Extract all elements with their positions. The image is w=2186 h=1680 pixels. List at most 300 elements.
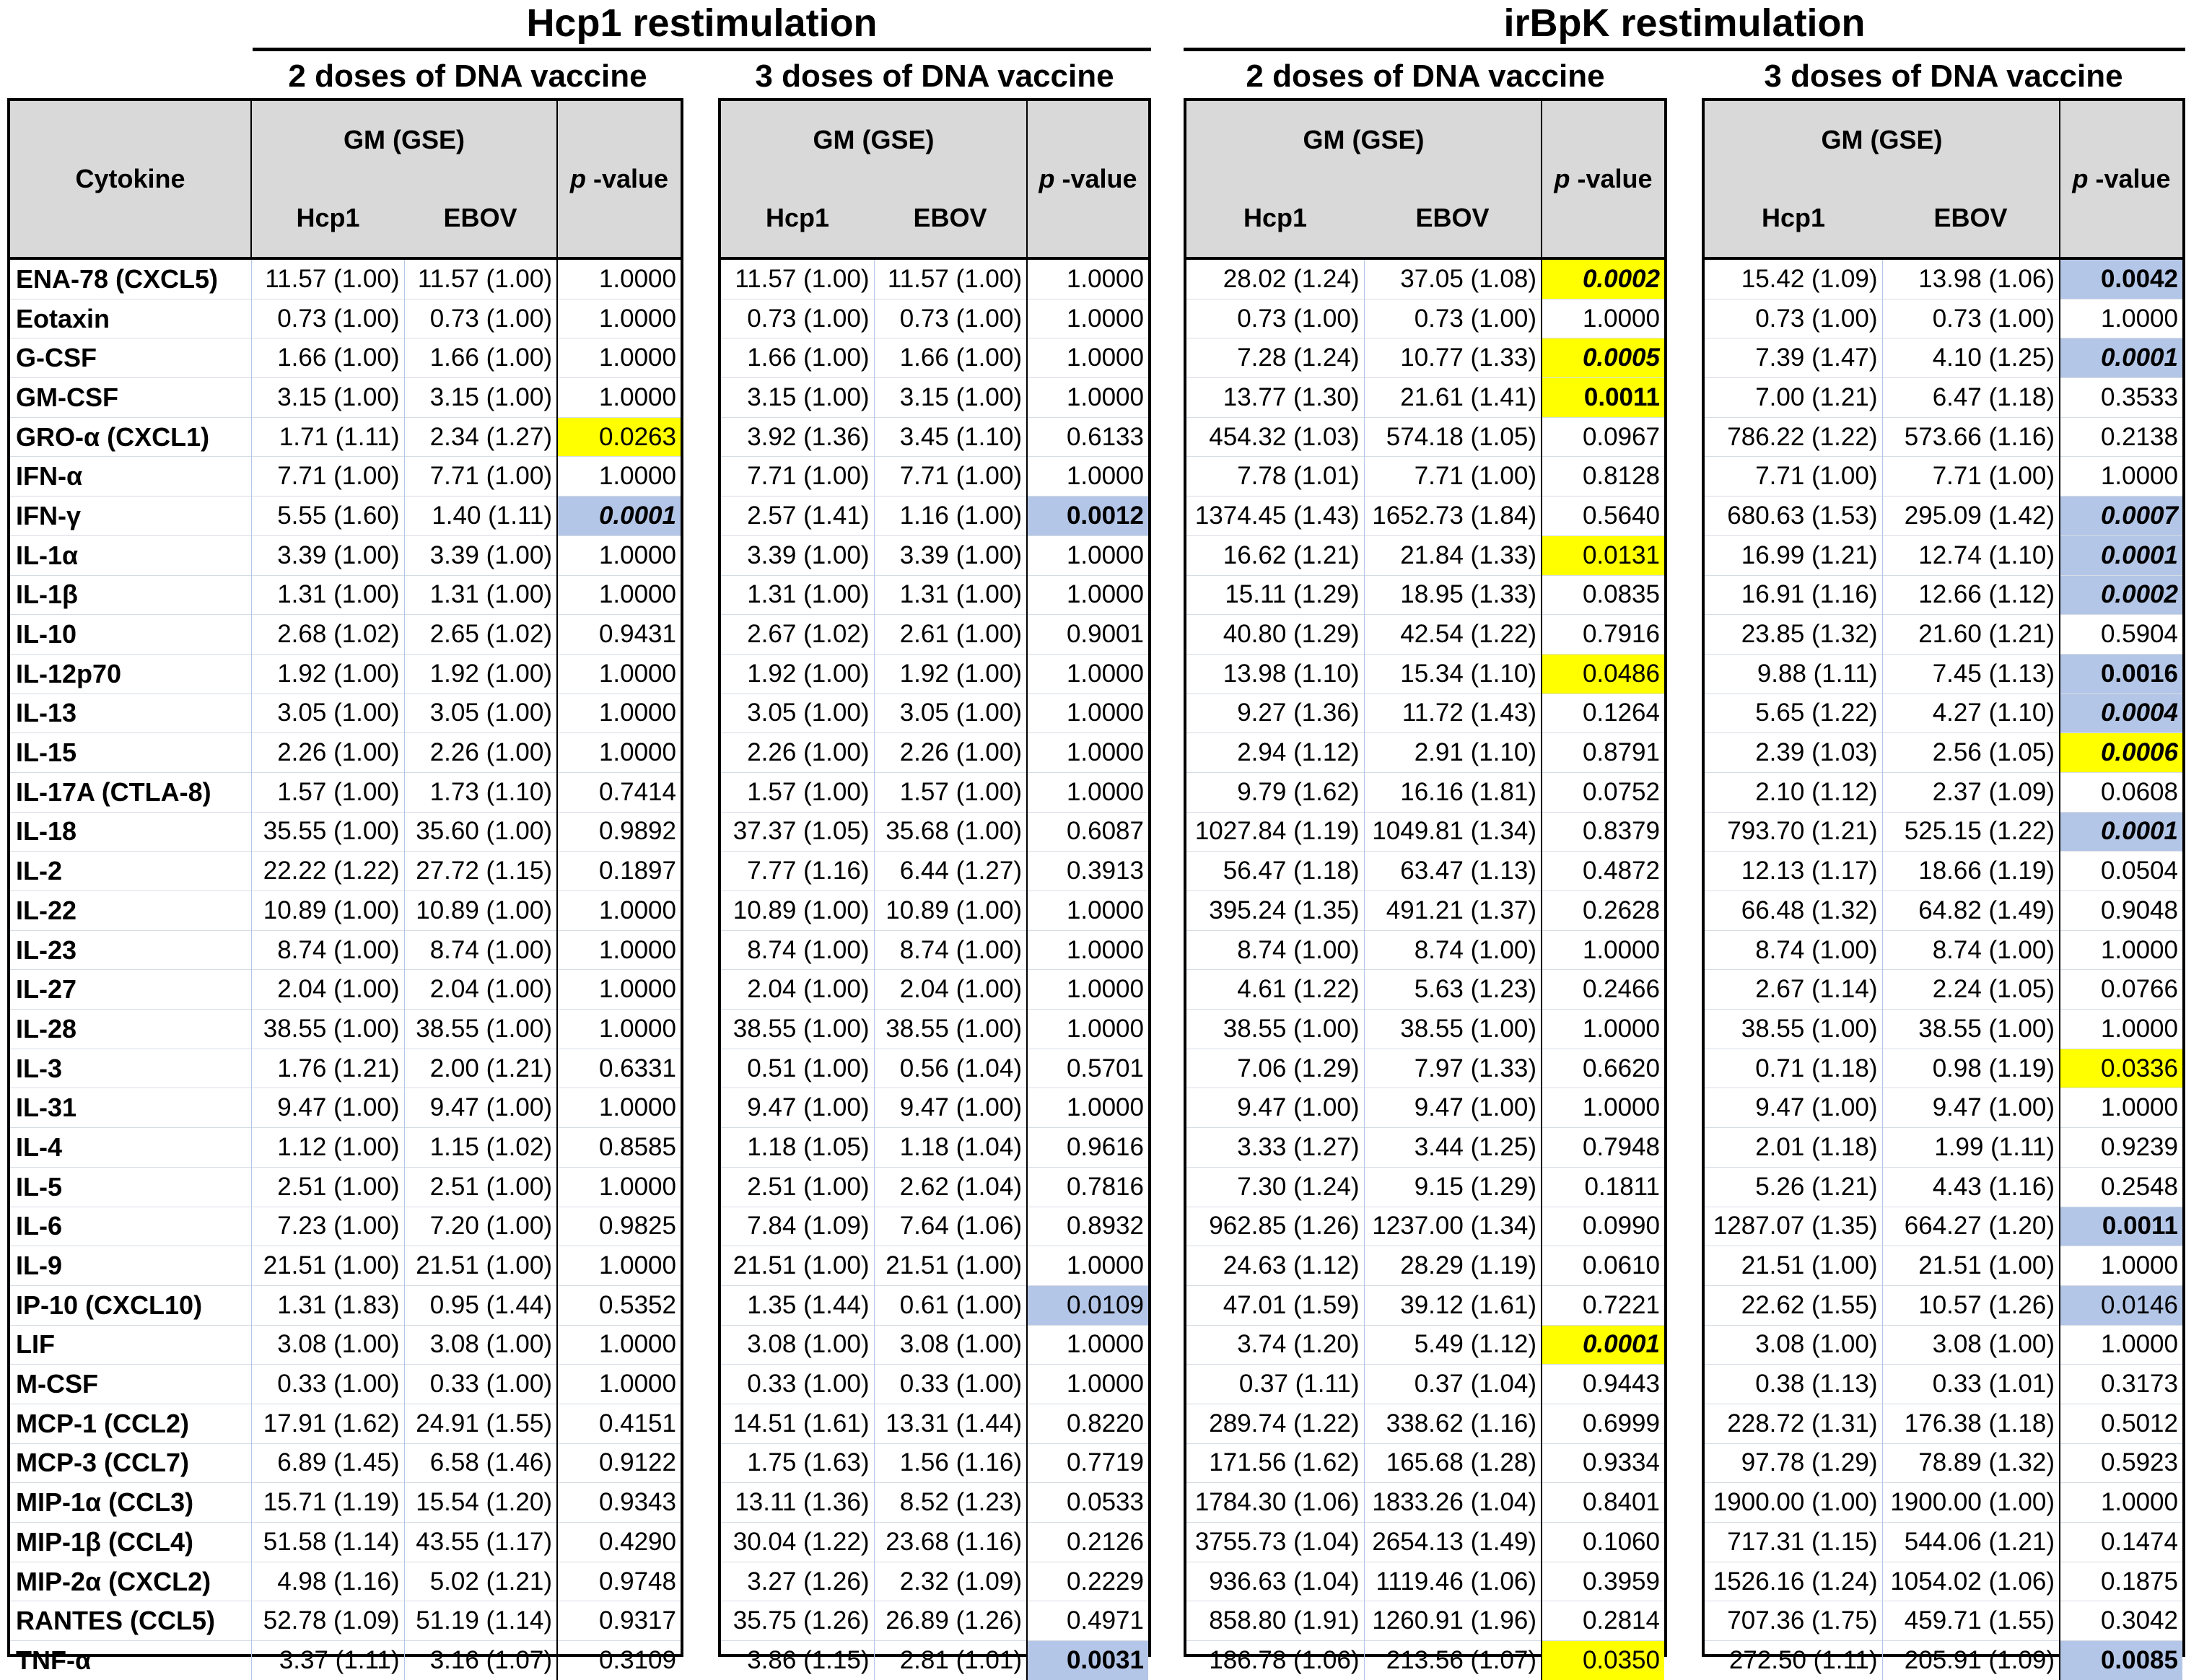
p-value-header: p -value [1542,101,1664,258]
ebov-gm-cell: 18.66 (1.19) [1882,852,2060,891]
p-value-cell: 0.0350 [1542,1641,1664,1680]
ebov-gm-cell: 2.91 (1.10) [1364,733,1542,773]
hcp1-gm-cell: 7.71 (1.00) [721,457,874,496]
table-row [1186,1325,1664,1365]
p-value-cell: 0.6999 [1542,1404,1664,1443]
table-row [1186,812,1664,852]
hcp1-gm-cell: 1.76 (1.21) [251,1049,404,1088]
table-row [721,1404,1148,1443]
hcp1-gm-cell: 8.74 (1.00) [1186,930,1364,970]
hcp1-gm-cell: 5.26 (1.21) [1705,1167,1882,1207]
table-row [721,1365,1148,1404]
hcp1-gm-cell: 3.74 (1.20) [1186,1325,1364,1365]
ebov-gm-cell: 7.45 (1.13) [1882,654,2060,694]
ebov-gm-cell: 3.15 (1.00) [874,378,1027,418]
ebov-gm-cell: 0.33 (1.00) [404,1365,557,1404]
hcp1-gm-cell: 0.73 (1.00) [251,299,404,338]
p-value-cell: 0.8220 [1027,1404,1148,1443]
table-row [1186,1285,1664,1325]
p-value-cell: 1.0000 [1027,891,1148,931]
table-row [1186,258,1664,299]
table-row [1705,1562,2182,1601]
p-value-cell: 0.0007 [2060,496,2182,536]
p-value-cell: 0.0263 [557,417,681,457]
p-value-cell: 1.0000 [1027,1010,1148,1049]
ebov-gm-cell: 0.33 (1.01) [1882,1365,2060,1404]
ebov-gm-cell: 1054.02 (1.06) [1882,1562,2060,1601]
table-row [1186,733,1664,773]
ebov-gm-cell: 1.66 (1.00) [874,338,1027,378]
ebov-gm-cell: 8.74 (1.00) [1364,930,1542,970]
hcp1-gm-cell: 936.63 (1.04) [1186,1562,1364,1601]
hcp1-gm-cell: 21.51 (1.00) [251,1246,404,1286]
hcp1-gm-cell: 38.55 (1.00) [1186,1010,1364,1049]
ebov-gm-cell: 1260.91 (1.96) [1364,1601,1542,1641]
hcp1-gm-cell: 786.22 (1.22) [1705,417,1882,457]
ebov-gm-cell: 10.77 (1.33) [1364,338,1542,378]
p-value-cell: 0.5701 [1027,1049,1148,1088]
p-value-cell: 0.0011 [2060,1207,2182,1246]
hcp1-gm-cell: 171.56 (1.62) [1186,1443,1364,1483]
hcp1-gm-cell: 8.74 (1.00) [721,930,874,970]
hcp1-gm-cell: 1.66 (1.00) [251,338,404,378]
p-value-cell: 0.0766 [2060,970,2182,1010]
p-value-cell: 0.0002 [1542,258,1664,299]
table-row [1705,1246,2182,1286]
table-row [10,1285,681,1325]
p-value-cell: 0.0042 [2060,258,2182,299]
ebov-gm-cell: 11.57 (1.00) [874,258,1027,299]
p-value-cell: 0.9431 [557,615,681,655]
table-row [1186,852,1664,891]
ebov-gm-cell: 10.57 (1.26) [1882,1285,2060,1325]
hcp1-gm-cell: 8.74 (1.00) [1705,930,1882,970]
p-value-cell: 0.1897 [557,852,681,891]
section-title-irbpk: irBpK restimulation [1503,1,1866,45]
table-row [1705,772,2182,812]
hcp1-gm-cell: 9.47 (1.00) [251,1088,404,1128]
table-row [10,1562,681,1601]
hcp1-gm-cell: 3.08 (1.00) [1705,1325,1882,1365]
ebov-gm-cell: 4.43 (1.16) [1882,1167,2060,1207]
ebov-gm-cell: 9.15 (1.29) [1364,1167,1542,1207]
cytokine-name: IL-4 [10,1128,251,1168]
table-row [721,496,1148,536]
ebov-gm-cell: 7.97 (1.33) [1364,1049,1542,1088]
hcp1-gm-cell: 3.33 (1.27) [1186,1128,1364,1168]
p-value-cell: 0.0608 [2060,772,2182,812]
ebov-gm-cell: 10.89 (1.00) [874,891,1027,931]
ebov-gm-cell: 1119.46 (1.06) [1364,1562,1542,1601]
table-row [1705,378,2182,418]
table-row [10,1010,681,1049]
table-row [1705,970,2182,1010]
ebov-gm-cell: 3.08 (1.00) [1882,1325,2060,1365]
hcp1-gm-cell: 2.26 (1.00) [251,733,404,773]
hcp1-gm-cell: 1.66 (1.00) [721,338,874,378]
ebov-gm-cell: 2.62 (1.04) [874,1167,1027,1207]
ebov-gm-cell: 26.89 (1.26) [874,1601,1027,1641]
hcp1-gm-cell: 14.51 (1.61) [721,1404,874,1443]
section-title-hcp1: Hcp1 restimulation [526,1,878,45]
table-row [721,1128,1148,1168]
p-value-cell: 0.2466 [1542,970,1664,1010]
ebov-gm-cell: 1237.00 (1.34) [1364,1207,1542,1246]
hcp1-gm-cell: 13.11 (1.36) [721,1483,874,1523]
ebov-gm-cell: 2.37 (1.09) [1882,772,2060,812]
ebov-gm-cell: 15.34 (1.10) [1364,654,1542,694]
ebov-gm-cell: 0.33 (1.00) [874,1365,1027,1404]
table-row [1186,891,1664,931]
p-value-cell: 0.0001 [557,496,681,536]
ebov-gm-cell: 11.57 (1.00) [404,258,557,299]
table-row [1186,772,1664,812]
ebov-gm-cell: 3.39 (1.00) [404,535,557,575]
p-value-cell: 0.0835 [1542,575,1664,615]
ebov-gm-cell: 0.73 (1.00) [1882,299,2060,338]
hcp1-gm-cell: 10.89 (1.00) [721,891,874,931]
ebov-gm-cell: 21.51 (1.00) [874,1246,1027,1286]
hcp1-gm-cell: 3.15 (1.00) [721,378,874,418]
p-value-cell: 0.7719 [1027,1443,1148,1483]
p-value-cell: 1.0000 [2060,930,2182,970]
p-value-cell: 0.8932 [1027,1207,1148,1246]
hcp1-gm-cell: 5.55 (1.60) [251,496,404,536]
ebov-gm-cell: 38.55 (1.00) [404,1010,557,1049]
table-row [10,891,681,931]
dose-title-hcp1-3: 3 doses of DNA vaccine [755,58,1114,94]
hcp1-gm-cell: 0.33 (1.00) [251,1365,404,1404]
ebov-gm-cell: 205.91 (1.09) [1882,1641,2060,1680]
hcp1-gm-cell: 47.01 (1.59) [1186,1285,1364,1325]
p-value-cell: 1.0000 [1027,1246,1148,1286]
hcp1-gm-cell: 15.11 (1.29) [1186,575,1364,615]
table-row [1705,852,2182,891]
cytokine-name: MIP-1α (CCL3) [10,1483,251,1523]
table-row [10,970,681,1010]
table-row [10,575,681,615]
table-row [721,852,1148,891]
hcp1-gm-cell: 1.31 (1.00) [251,575,404,615]
hcp1-gm-cell: 2.04 (1.00) [251,970,404,1010]
hcp1-gm-cell: 7.06 (1.29) [1186,1049,1364,1088]
table-row [1705,1088,2182,1128]
hcp1-gm-cell: 858.80 (1.91) [1186,1601,1364,1641]
table-row [1705,615,2182,655]
table-row [1705,1128,2182,1168]
ebov-gm-cell: 0.73 (1.00) [404,299,557,338]
p-value-cell: 1.0000 [1027,930,1148,970]
table-row [10,1601,681,1641]
p-value-cell: 0.0967 [1542,417,1664,457]
cytokine-name: GM-CSF [10,378,251,418]
table-row [10,417,681,457]
hcp1-gm-cell: 2.26 (1.00) [721,733,874,773]
ebov-gm-cell: 459.71 (1.55) [1882,1601,2060,1641]
table-row [1705,1049,2182,1088]
p-value-cell: 0.0752 [1542,772,1664,812]
hcp1-gm-cell: 7.71 (1.00) [1705,457,1882,496]
ebov-gm-cell: 1.99 (1.11) [1882,1128,2060,1168]
p-value-cell: 1.0000 [1027,258,1148,299]
p-value-cell: 0.2628 [1542,891,1664,931]
table-row [721,1601,1148,1641]
table-row [721,1641,1148,1680]
p-value-cell: 0.9334 [1542,1443,1664,1483]
table-row [1705,891,2182,931]
ebov-gm-cell: 3.16 (1.07) [404,1641,557,1680]
table-row [721,1167,1148,1207]
hcp1-gm-cell: 2.39 (1.03) [1705,733,1882,773]
table-row [1186,1443,1664,1483]
cytokine-name: IL-31 [10,1088,251,1128]
table-row [10,1443,681,1483]
ebov-gm-cell: 2.26 (1.00) [404,733,557,773]
ebov-gm-cell: 12.66 (1.12) [1882,575,2060,615]
table-row [10,1128,681,1168]
hcp1-gm-cell: 1.35 (1.44) [721,1285,874,1325]
p-value-cell: 0.9239 [2060,1128,2182,1168]
p-value-cell: 0.0001 [1542,1325,1664,1365]
p-value-cell: 1.0000 [557,258,681,299]
ebov-gm-cell: 8.74 (1.00) [1882,930,2060,970]
p-value-cell: 1.0000 [557,378,681,418]
table-row [1705,930,2182,970]
hcp1-gm-cell: 11.57 (1.00) [251,258,404,299]
ebov-gm-cell: 6.58 (1.46) [404,1443,557,1483]
table-row [1186,378,1664,418]
p-value-cell: 0.7816 [1027,1167,1148,1207]
hcp1-col-header: Hcp1 [1705,179,1882,258]
p-value-cell: 1.0000 [1027,575,1148,615]
table-row [1186,930,1664,970]
ebov-gm-cell: 2.32 (1.09) [874,1562,1027,1601]
hcp1-gm-cell: 56.47 (1.18) [1186,852,1364,891]
table-row [1186,1483,1664,1523]
p-value-cell: 1.0000 [1027,457,1148,496]
hcp1-gm-cell: 40.80 (1.29) [1186,615,1364,655]
p-value-cell: 0.3173 [2060,1365,2182,1404]
ebov-gm-cell: 27.72 (1.15) [404,852,557,891]
hcp1-gm-cell: 0.37 (1.11) [1186,1365,1364,1404]
p-value-cell: 1.0000 [557,733,681,773]
table-row [10,615,681,655]
table-row [721,258,1148,299]
hcp1-gm-cell: 9.79 (1.62) [1186,772,1364,812]
ebov-gm-cell: 2.34 (1.27) [404,417,557,457]
table-row [721,1285,1148,1325]
p-value-cell: 0.5012 [2060,1404,2182,1443]
ebov-gm-cell: 3.05 (1.00) [404,694,557,733]
cytokine-name: IL-28 [10,1010,251,1049]
cytokine-name: MCP-1 (CCL2) [10,1404,251,1443]
hcp1-gm-cell: 454.32 (1.03) [1186,417,1364,457]
hcp1-gm-cell: 7.28 (1.24) [1186,338,1364,378]
hcp1-gm-cell: 4.98 (1.16) [251,1562,404,1601]
hcp1-gm-cell: 0.51 (1.00) [721,1049,874,1088]
table-row [721,1088,1148,1128]
p-value-cell: 0.2814 [1542,1601,1664,1641]
hcp1-gm-cell: 289.74 (1.22) [1186,1404,1364,1443]
ebov-gm-cell: 295.09 (1.42) [1882,496,2060,536]
cytokine-name: IFN-α [10,457,251,496]
p-value-cell: 1.0000 [2060,1010,2182,1049]
ebov-gm-cell: 7.71 (1.00) [874,457,1027,496]
p-value-cell: 0.0012 [1027,496,1148,536]
ebov-gm-cell: 16.16 (1.81) [1364,772,1542,812]
p-value-cell: 0.7948 [1542,1128,1664,1168]
ebov-gm-cell: 2.26 (1.00) [874,733,1027,773]
hcp1-gm-cell: 21.51 (1.00) [721,1246,874,1286]
hcp1-gm-cell: 16.99 (1.21) [1705,535,1882,575]
p-value-cell: 0.0005 [1542,338,1664,378]
hcp1-col-header: Hcp1 [251,179,404,258]
ebov-gm-cell: 12.74 (1.10) [1882,535,2060,575]
table-row [721,1523,1148,1562]
table-row [721,930,1148,970]
p-value-cell: 1.0000 [557,299,681,338]
ebov-gm-cell: 3.44 (1.25) [1364,1128,1542,1168]
table-row [10,457,681,496]
ebov-gm-cell: 2.04 (1.00) [404,970,557,1010]
p-value-cell: 1.0000 [557,891,681,931]
ebov-gm-cell: 6.47 (1.18) [1882,378,2060,418]
table-row [1705,1010,2182,1049]
hcp1-gm-cell: 38.55 (1.00) [721,1010,874,1049]
p-value-cell: 1.0000 [557,338,681,378]
table-row [721,338,1148,378]
p-value-cell: 0.9825 [557,1207,681,1246]
ebov-gm-cell: 35.60 (1.00) [404,812,557,852]
cytokine-name: GRO-α (CXCL1) [10,417,251,457]
hcp1-gm-cell: 16.62 (1.21) [1186,535,1364,575]
p-value-cell: 0.9001 [1027,615,1148,655]
dose-title-hcp1-2: 2 doses of DNA vaccine [288,58,647,94]
p-value-cell: 1.0000 [2060,1483,2182,1523]
p-value-cell: 0.0001 [2060,535,2182,575]
cytokine-name: IL-5 [10,1167,251,1207]
cytokine-name: IL-13 [10,694,251,733]
table-row [1186,1088,1664,1128]
hcp1-gm-cell: 1.71 (1.11) [251,417,404,457]
p-value-cell: 1.0000 [1027,1088,1148,1128]
ebov-gm-cell: 3.15 (1.00) [404,378,557,418]
hcp1-gm-cell: 10.89 (1.00) [251,891,404,931]
section-underline-hcp1 [253,48,1151,51]
p-value-cell: 1.0000 [557,970,681,1010]
p-value-cell: 0.5923 [2060,1443,2182,1483]
ebov-gm-cell: 39.12 (1.61) [1364,1285,1542,1325]
table-row [721,417,1148,457]
ebov-gm-cell: 1.92 (1.00) [404,654,557,694]
cytokine-name: IL-17A (CTLA-8) [10,772,251,812]
cytokine-name: IL-22 [10,891,251,931]
p-value-cell: 0.2548 [2060,1167,2182,1207]
hcp1-gm-cell: 1.92 (1.00) [251,654,404,694]
table-row [721,1207,1148,1246]
hcp1-gm-cell: 8.74 (1.00) [251,930,404,970]
table-row [10,1246,681,1286]
hcp1-gm-cell: 15.42 (1.09) [1741,264,1878,293]
table-row [1186,338,1664,378]
ebov-col-header: EBOV [1364,179,1542,258]
p-value-cell: 0.2126 [1027,1523,1148,1562]
hcp1-gm-cell: 24.63 (1.12) [1186,1246,1364,1286]
cytokine-name: IL-27 [10,970,251,1010]
ebov-gm-cell: 2654.13 (1.49) [1364,1523,1542,1562]
table-row [721,1325,1148,1365]
hcp1-gm-cell: 0.71 (1.18) [1705,1049,1882,1088]
hcp1-gm-cell: 1.57 (1.00) [251,772,404,812]
cytokine-name: M-CSF [10,1365,251,1404]
table-row [10,496,681,536]
ebov-gm-cell: 13.98 (1.06) [1882,258,2060,299]
ebov-gm-cell: 1.57 (1.00) [874,772,1027,812]
hcp1-gm-cell: 272.50 (1.11) [1705,1641,1882,1680]
ebov-gm-cell: 21.51 (1.00) [1882,1246,2060,1286]
hcp1-gm-cell: 228.72 (1.31) [1705,1404,1882,1443]
p-value-cell: 0.7414 [557,772,681,812]
ebov-gm-cell: 3.08 (1.00) [874,1325,1027,1365]
p-value-cell: 0.8379 [1542,812,1664,852]
hcp1-col-header: Hcp1 [1186,179,1364,258]
p-value-cell: 1.0000 [557,575,681,615]
ebov-gm-cell: 491.21 (1.37) [1364,891,1542,931]
cytokine-name: IL-15 [10,733,251,773]
table-row [1705,1285,2182,1325]
hcp1-gm-cell: 22.22 (1.22) [251,852,404,891]
p-value-cell: 1.0000 [1542,930,1664,970]
ebov-gm-cell: 1.73 (1.10) [404,772,557,812]
hcp1-gm-cell: 3.15 (1.00) [251,378,404,418]
table-row [1186,615,1664,655]
cytokine-name: IL-18 [10,812,251,852]
hcp1-gm-cell: 2.04 (1.00) [721,970,874,1010]
table-row [1186,1404,1664,1443]
table-row [721,970,1148,1010]
table-row [1186,457,1664,496]
hcp1-gm-cell: 52.78 (1.09) [251,1601,404,1641]
p-value-cell: 0.9122 [557,1443,681,1483]
cytokine-name: IFN-γ [10,496,251,536]
cytokine-name: TNF-α [10,1641,251,1680]
p-value-cell: 1.0000 [1027,299,1148,338]
table-row [10,378,681,418]
table-row [721,1483,1148,1523]
hcp1-gm-cell: 1900.00 (1.00) [1705,1483,1882,1523]
hcp1-gm-cell: 680.63 (1.53) [1705,496,1882,536]
cytokine-name: IL-23 [10,930,251,970]
ebov-gm-cell: 78.89 (1.32) [1882,1443,2060,1483]
table-row [721,1246,1148,1286]
p-value-cell: 1.0000 [557,1325,681,1365]
hcp1-gm-cell: 2.51 (1.00) [251,1167,404,1207]
dose-title-irbpk-3: 3 doses of DNA vaccine [1764,58,2123,94]
p-value-cell: 0.3533 [2060,378,2182,418]
ebov-gm-cell: 3.08 (1.00) [404,1325,557,1365]
table-row [10,1088,681,1128]
ebov-gm-cell: 38.55 (1.00) [1882,1010,2060,1049]
cytokine-name: Eotaxin [10,299,251,338]
ebov-gm-cell: 1049.81 (1.34) [1364,812,1542,852]
p-value-header: p -value [2060,101,2182,258]
table-row [721,615,1148,655]
cytokine-name: LIF [10,1325,251,1365]
table-row [1186,299,1664,338]
p-value-cell: 0.0146 [2060,1285,2182,1325]
ebov-gm-cell: 544.06 (1.21) [1882,1523,2060,1562]
table-row [1186,1167,1664,1207]
